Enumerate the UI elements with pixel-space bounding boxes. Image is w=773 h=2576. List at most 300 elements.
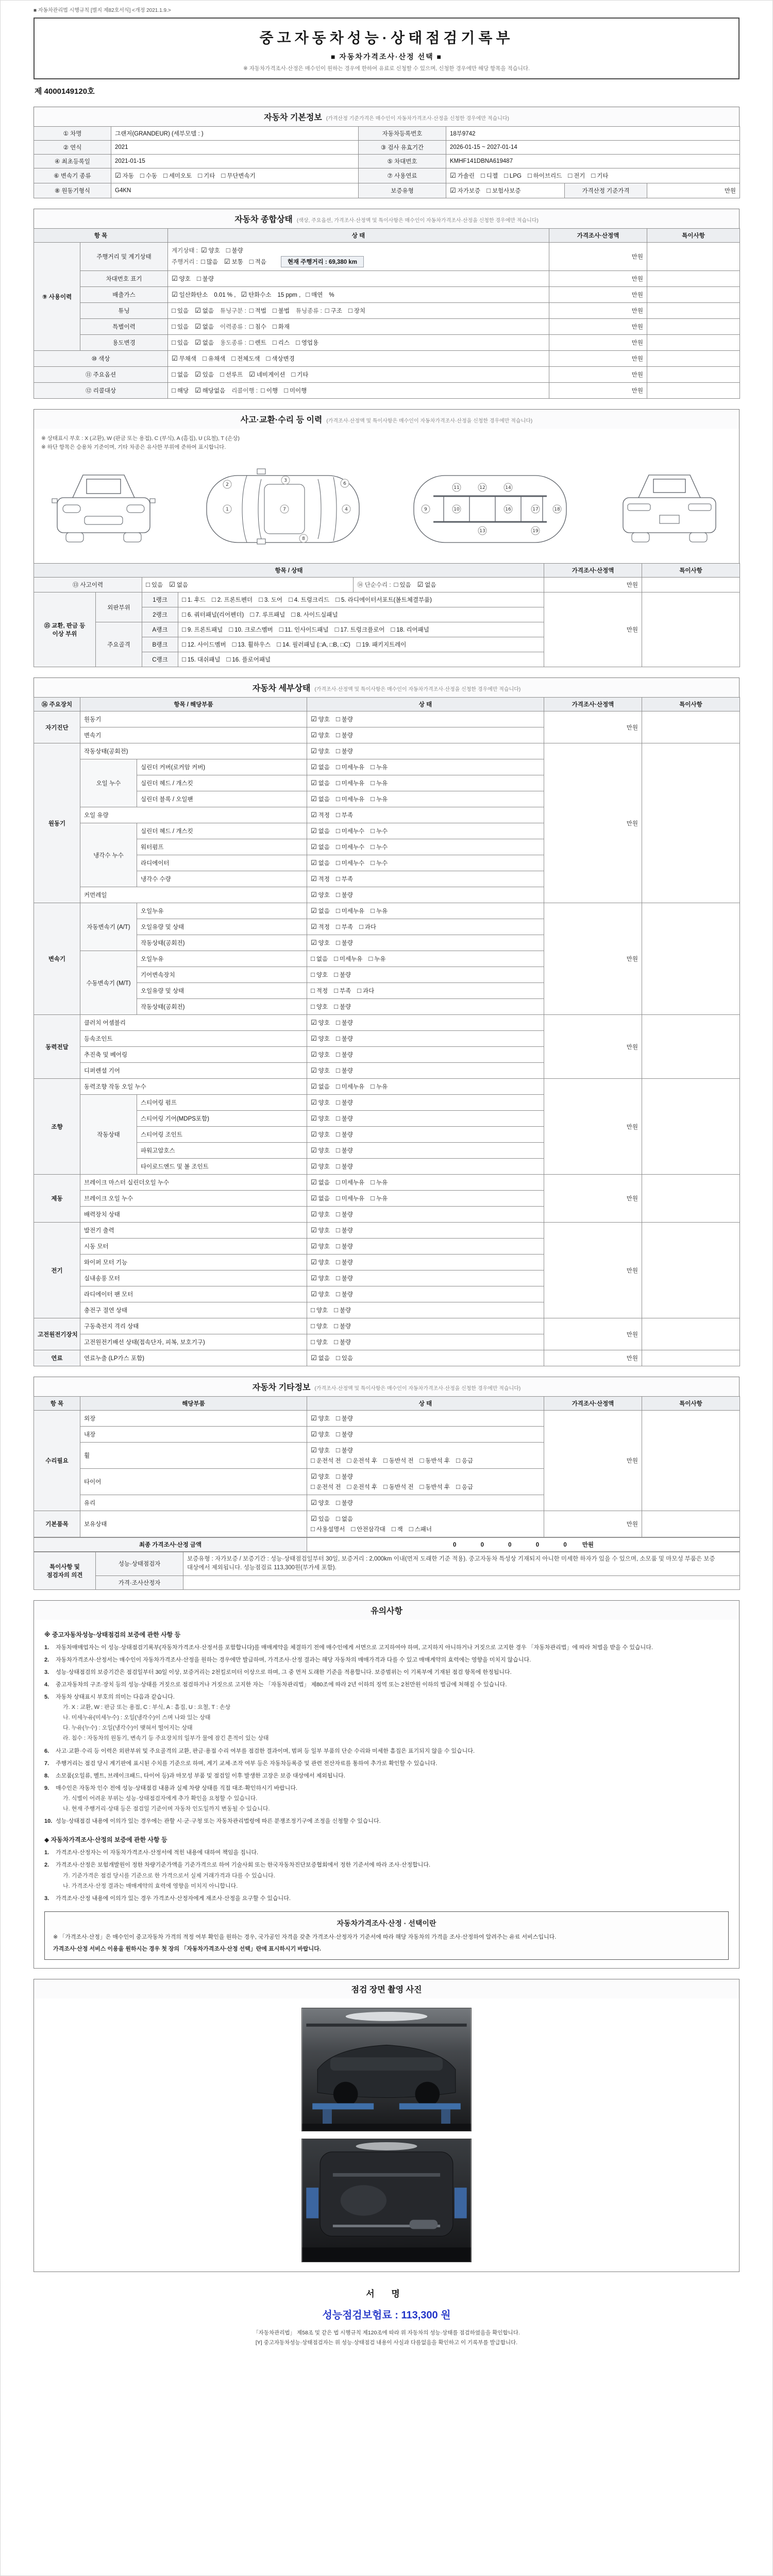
checkbox-불량[interactable]: □ 불량 — [335, 1472, 353, 1480]
checkbox-불량[interactable]: □ 불량 — [335, 1210, 353, 1218]
checkbox-icon: ☑ — [311, 1242, 317, 1250]
checkbox-양호[interactable]: ☑ 양호 — [311, 1162, 330, 1170]
checkbox-불량[interactable]: □ 불량 — [335, 1430, 353, 1438]
checkbox-구조[interactable]: □ 구조 — [325, 307, 342, 314]
checkbox-불량[interactable]: □ 불량 — [334, 1322, 351, 1330]
checkbox-양호[interactable]: □ 양호 — [311, 1338, 328, 1346]
checkbox-icon: □ — [335, 1472, 340, 1480]
checkbox-양호[interactable]: ☑ 양호 — [311, 731, 330, 739]
checkbox-불량[interactable]: □ 불량 — [335, 1258, 353, 1266]
checkbox-16. 플로어패널[interactable]: □ 16. 플로어패널 — [226, 655, 271, 663]
device-group-label: 전기 — [34, 1223, 80, 1318]
checkbox-불량[interactable]: □ 불량 — [335, 1035, 353, 1042]
checkbox-없음[interactable]: ☑ 없음 — [311, 1178, 330, 1186]
checkbox-기타[interactable]: □ 기타 — [591, 172, 609, 179]
checkbox-불량[interactable]: □ 불량 — [335, 939, 353, 946]
checkbox-양호[interactable]: ☑ 양호 — [311, 1114, 330, 1122]
checkbox-스패너[interactable]: □ 스패너 — [409, 1525, 432, 1533]
part-label: 휠 — [80, 1443, 307, 1469]
checkbox-양호[interactable]: ☑ 양호 — [311, 939, 330, 946]
checkbox-양호[interactable]: ☑ 양호 — [311, 1130, 330, 1138]
notice-item: 9. 매수인은 자동차 인수 전에 성능·상태점검 내용과 실제 차량 상태를 직접 대조·확인하시기 바랍니다. 가. 식별이 어려운 부위는 성능·상태점검자에게 추가 확인을 요청할 수 있습니다. 나. 현재 주행거리·상태 등은 점검일 기준이며 자동차 인도일까지 변동될 수 있습니다. — [44, 1784, 729, 1814]
checkbox-icon: □ — [368, 955, 373, 962]
checkbox-불량[interactable]: □ 불량 — [334, 1306, 351, 1314]
checkbox-양호[interactable]: ☑ 양호 — [172, 275, 191, 282]
checkbox-양호[interactable]: □ 양호 — [311, 971, 328, 978]
checkbox-양호[interactable]: ☑ 양호 — [311, 1430, 330, 1438]
opinion-text: 보증유형 : 자가보증 / 보증기간 : 성능·상태점검일부터 30일, 보증거리 : 2,000km 이내(먼저 도래한 기준 적용). 중고자동차 특성상 기재되지 아니한 미세한 하자가 있을 수 있으며, 소모품 및 마모성 부품은 보증 대상에서 제외됩니다. 성능점검료 113,300원(부가세 포함). — [183, 1552, 740, 1576]
checkbox-응급[interactable]: □ 응급 — [456, 1483, 474, 1490]
checkbox-없음[interactable]: ☑ 없음 — [311, 1194, 330, 1202]
field-value: KMHF141DBNA619487 — [446, 155, 740, 168]
checkbox-LPG[interactable]: □ LPG — [504, 172, 522, 179]
checkbox-없음[interactable]: ☑ 없음 — [311, 1082, 330, 1090]
checkbox-있음[interactable]: ☑ 있음 — [311, 1515, 330, 1522]
checkbox-동반석 전[interactable]: □ 동반석 전 — [383, 1456, 414, 1464]
checkbox-15. 대쉬패널[interactable]: □ 15. 대쉬패널 — [182, 655, 221, 663]
table-row — [34, 335, 740, 351]
status-cell — [307, 967, 544, 983]
checkbox-양호[interactable]: ☑ 양호 — [311, 1210, 330, 1218]
checkbox-불량[interactable]: □ 불량 — [335, 1050, 353, 1058]
checkbox-동반석 후[interactable]: □ 동반석 후 — [419, 1456, 450, 1464]
checkbox-양호[interactable]: ☑ 양호 — [311, 1019, 330, 1026]
checkbox-선루프[interactable]: □ 선루프 — [220, 370, 243, 378]
checkbox-전체도색[interactable]: □ 전체도색 — [231, 354, 260, 362]
checkbox-양호[interactable]: ☑ 양호 — [311, 747, 330, 755]
checkbox-세미오토[interactable]: □ 세미오토 — [163, 172, 192, 179]
checkbox-양호[interactable]: ☑ 양호 — [311, 1050, 330, 1058]
checkbox-양호[interactable]: ☑ 양호 — [311, 1446, 330, 1454]
checkbox-매연[interactable]: □ 매연 — [306, 291, 323, 298]
checkbox-있음[interactable]: □ 있음 — [172, 338, 189, 346]
checkbox-있음[interactable]: □ 있음 — [394, 581, 411, 588]
checkbox-양호[interactable]: ☑ 양호 — [311, 1472, 330, 1480]
part-label: 충전구 절연 상태 — [80, 1302, 307, 1318]
checkbox-없음[interactable]: ☑ 없음 — [311, 907, 330, 914]
checkbox-안전삼각대[interactable]: □ 안전삼각대 — [351, 1525, 385, 1533]
checkbox-보험사보증[interactable]: □ 보험사보증 — [486, 187, 521, 194]
status-cell — [307, 1063, 544, 1079]
checkbox-1. 후드[interactable]: □ 1. 후드 — [182, 596, 206, 603]
checkbox-양호[interactable]: ☑ 양호 — [311, 1290, 330, 1298]
checkbox-불량[interactable]: □ 불량 — [334, 971, 351, 978]
device-group-label: 조향 — [34, 1079, 80, 1175]
checkbox-icon: □ — [383, 1483, 388, 1490]
part-label: 기어변속장치 — [137, 967, 307, 983]
checkbox-불량[interactable]: □ 불량 — [335, 1274, 353, 1282]
section-basic-info — [33, 107, 740, 198]
part-label: 스티어링 기어(MDPS포함) — [137, 1111, 307, 1127]
checkbox-17. 트렁크플로어[interactable]: □ 17. 트렁크플로어 — [334, 625, 385, 633]
part-label: 커먼레일 — [80, 887, 307, 903]
checkbox-icon: □ — [334, 1338, 338, 1346]
checkbox-icon: □ — [371, 827, 375, 835]
checkbox-icon: ☑ — [311, 1290, 317, 1298]
checkbox-미세누유[interactable]: □ 미세누유 — [334, 955, 363, 962]
item-label: 특별이력 — [80, 319, 168, 335]
checkbox-icon: □ — [371, 795, 375, 803]
checkbox-icon: ☑ — [195, 338, 201, 346]
checkbox-3. 도어[interactable]: □ 3. 도어 — [259, 596, 282, 603]
checkbox-불량[interactable]: □ 불량 — [335, 747, 353, 755]
checkbox-14. 필러패널 (□A, □B, □C)[interactable]: □ 14. 필러패널 (□A, □B, □C) — [277, 640, 350, 648]
checkbox-부족[interactable]: □ 부족 — [335, 923, 353, 930]
checkbox-불량[interactable]: □ 불량 — [335, 1242, 353, 1250]
checkbox-icon: ☑ — [311, 1472, 317, 1480]
checkbox-불량[interactable]: □ 불량 — [335, 1066, 353, 1074]
status-cell — [307, 1334, 544, 1350]
checkbox-미세누수[interactable]: □ 미세누수 — [335, 827, 365, 835]
item-label: ⑪ 주요옵션 — [34, 367, 168, 383]
checkbox-양호[interactable]: ☑ 양호 — [311, 1414, 330, 1422]
checkbox-장치[interactable]: □ 장치 — [348, 307, 365, 314]
checkbox-icon: □ — [311, 1306, 315, 1314]
table-row — [34, 1015, 740, 1031]
inspection-photo-rear-underbody — [301, 2139, 472, 2262]
status-cell — [307, 1511, 544, 1537]
checkbox-불량[interactable]: □ 불량 — [335, 1162, 353, 1170]
price-cell: 만원 — [544, 1175, 642, 1223]
checkbox-양호[interactable]: ☑ 양호 — [311, 1066, 330, 1074]
table-row — [34, 367, 740, 383]
checkbox-icon: □ — [335, 1114, 340, 1122]
checkbox-없음[interactable]: □ 없음 — [311, 955, 328, 962]
notices-heading: ※ 중고자동차성능·상태점검의 보증에 관한 사항 등 — [44, 1631, 181, 1638]
checkbox-운전석 전[interactable]: □ 운전석 전 — [311, 1483, 341, 1490]
checkbox-응급[interactable]: □ 응급 — [456, 1456, 474, 1464]
checkbox-양호[interactable]: ☑ 양호 — [311, 1226, 330, 1234]
checkbox-적정[interactable]: ☑ 적정 — [311, 923, 330, 930]
checkbox-없음[interactable]: ☑ 없음 — [311, 779, 330, 787]
checkbox-icon: ☑ — [195, 307, 201, 314]
checkbox-수동[interactable]: □ 수동 — [140, 172, 157, 179]
checkbox-icon: □ — [371, 763, 375, 771]
checkbox-해당없음[interactable]: ☑ 해당없음 — [195, 386, 226, 394]
checkbox-미세누유[interactable]: □ 미세누유 — [335, 795, 365, 803]
checkbox-불량[interactable]: □ 불량 — [335, 1446, 353, 1454]
checkbox-icon: ☑ — [311, 1446, 317, 1454]
section-title-etc: 자동차 기타정보 — [252, 1383, 311, 1392]
checkbox-불법[interactable]: □ 불법 — [272, 307, 290, 314]
checkbox-11. 인사이드패널[interactable]: □ 11. 인사이드패널 — [279, 625, 329, 633]
checkbox-과다[interactable]: □ 과다 — [357, 987, 375, 994]
checkbox-침수[interactable]: □ 침수 — [249, 323, 266, 330]
checkbox-icon: ☑ — [311, 1178, 317, 1186]
checkbox-양호[interactable]: ☑ 양호 — [311, 1242, 330, 1250]
checkbox-자가보증[interactable]: ☑ 자가보증 — [450, 187, 481, 194]
checkbox-누수[interactable]: □ 누수 — [371, 859, 388, 867]
checkbox-없음[interactable]: ☑ 없음 — [311, 1354, 330, 1362]
checkbox-7. 루프패널[interactable]: □ 7. 루프패널 — [250, 611, 285, 618]
checkbox-19. 패키지트레이[interactable]: □ 19. 패키지트레이 — [356, 640, 407, 648]
checkbox-있음[interactable]: □ 있음 — [172, 307, 189, 314]
inspection-photo-front-underbody — [301, 2008, 472, 2131]
checkbox-영업용[interactable]: □ 영업용 — [295, 338, 319, 346]
checkbox-icon: □ — [250, 611, 255, 618]
checkbox-icon: □ — [311, 1322, 315, 1330]
checkbox-적음[interactable]: □ 적음 — [249, 258, 266, 265]
checkbox-icon: □ — [335, 1210, 340, 1218]
status-cell — [307, 1469, 544, 1495]
checkbox-icon: ☑ — [195, 386, 201, 394]
checkbox-없음[interactable]: ☑ 없음 — [311, 827, 330, 835]
checkbox-5. 라디에이터서포트(볼트체결부품)[interactable]: □ 5. 라디에이터서포트(볼트체결부품) — [335, 596, 432, 603]
checkbox-icon: □ — [334, 625, 339, 633]
field-label: ⑦ 사용연료 — [359, 168, 446, 183]
checkbox-icon: ☑ — [311, 1354, 317, 1362]
part-label: 타이로드엔드 및 볼 조인트 — [137, 1159, 307, 1175]
checkbox-누유[interactable]: □ 누유 — [371, 1178, 388, 1186]
checkbox-없음[interactable]: ☑ 없음 — [195, 307, 214, 314]
checkbox-적정[interactable]: □ 적정 — [311, 987, 328, 994]
checkbox-불량[interactable]: □ 불량 — [335, 1414, 353, 1422]
checkbox-있음[interactable]: □ 있음 — [146, 581, 163, 588]
price-cell: 만원 — [544, 1411, 642, 1511]
checkbox-양호[interactable]: ☑ 양호 — [311, 1035, 330, 1042]
status-cell — [307, 1175, 544, 1191]
item-label: 튜닝 — [80, 303, 168, 319]
price-survey-info-emphasis: 가격조사·산정 서비스 이용을 원하시는 경우 첫 장의 「자동차가격조사·산정 선택」란에 표시하시기 바랍니다. — [53, 1945, 321, 1952]
checkbox-색상변경[interactable]: □ 색상변경 — [266, 354, 295, 362]
checkbox-부족[interactable]: □ 부족 — [335, 875, 353, 883]
checkbox-누유[interactable]: □ 누유 — [368, 955, 386, 962]
checkbox-13. 휠하우스[interactable]: □ 13. 휠하우스 — [232, 640, 271, 648]
item-label: 용도변경 — [80, 335, 168, 351]
item-label: 배출가스 — [80, 287, 168, 303]
price-cell: 만원 — [544, 1318, 642, 1350]
checkbox-불량[interactable]: □ 불량 — [335, 1499, 353, 1506]
checkbox-불량[interactable]: □ 불량 — [226, 246, 243, 254]
checkbox-미세누수[interactable]: □ 미세누수 — [335, 859, 365, 867]
checkbox-있음[interactable]: ☑ 있음 — [195, 370, 214, 378]
checkbox-하이브리드[interactable]: □ 하이브리드 — [527, 172, 562, 179]
checkbox-운전석 전[interactable]: □ 운전석 전 — [311, 1456, 341, 1464]
checkbox-icon: □ — [391, 625, 395, 633]
checkbox-화재[interactable]: □ 화재 — [272, 323, 290, 330]
checkbox-적정[interactable]: ☑ 적정 — [311, 875, 330, 883]
status-cell — [307, 759, 544, 775]
checkbox-10. 크로스멤버[interactable]: □ 10. 크로스멤버 — [229, 625, 273, 633]
notice-subitem: 다. 누유(누수) : 오일(냉각수)이 맺혀서 떨어지는 상태 — [63, 1725, 193, 1732]
section-title-accident: 사고·교환·수리 등 이력 — [240, 416, 323, 425]
checkbox-미세누유[interactable]: □ 미세누유 — [335, 907, 365, 914]
checkbox-없음[interactable]: ☑ 없음 — [195, 338, 214, 346]
status-cell — [168, 303, 549, 319]
checkbox-적정[interactable]: ☑ 적정 — [311, 811, 330, 819]
checkbox-icon: ☑ — [311, 1035, 317, 1042]
checkbox-동반석 후[interactable]: □ 동반석 후 — [419, 1483, 450, 1490]
checkbox-icon: □ — [335, 1146, 340, 1154]
checkbox-누수[interactable]: □ 누수 — [371, 843, 388, 851]
checkbox-미세누유[interactable]: □ 미세누유 — [335, 1082, 365, 1090]
checkbox-기타[interactable]: □ 기타 — [198, 172, 215, 179]
checkbox-이행[interactable]: □ 이행 — [261, 386, 278, 394]
checkbox-많음[interactable]: □ 많음 — [200, 258, 218, 265]
checkbox-미세누수[interactable]: □ 미세누수 — [335, 843, 365, 851]
part-label: 실린더 커버(로커암 커버) — [137, 759, 307, 775]
checkbox-디젤[interactable]: □ 디젤 — [480, 172, 498, 179]
checkbox-과다[interactable]: □ 과다 — [359, 923, 377, 930]
table-row — [34, 1552, 740, 1576]
checkbox-불량[interactable]: □ 불량 — [335, 715, 353, 723]
checkbox-icon: □ — [335, 859, 340, 867]
checkbox-누유[interactable]: □ 누유 — [371, 1082, 388, 1090]
checkbox-가솔린[interactable]: ☑ 가솔린 — [450, 172, 475, 179]
checkbox-렌트[interactable]: □ 렌트 — [249, 338, 266, 346]
checkbox-9. 프론트패널[interactable]: □ 9. 프론트패널 — [182, 625, 223, 633]
table-header-row: 항 목 해당부품 상 태 가격조사·산정액 특이사항 — [34, 1397, 740, 1411]
checkbox-잭[interactable]: □ 잭 — [391, 1525, 403, 1533]
checkbox-없음[interactable]: ☑ 없음 — [311, 763, 330, 771]
checkbox-8. 사이드실패널[interactable]: □ 8. 사이드실패널 — [291, 611, 338, 618]
field-value: 2021 — [111, 141, 359, 155]
checkbox-icon: □ — [335, 891, 340, 899]
table-row — [34, 1511, 740, 1537]
checkbox-양호[interactable]: □ 양호 — [311, 1306, 328, 1314]
checkbox-양호[interactable]: ☑ 양호 — [311, 1258, 330, 1266]
checkbox-불량[interactable]: □ 불량 — [335, 1146, 353, 1154]
checkbox-보통[interactable]: ☑ 보통 — [224, 258, 243, 265]
checkbox-icon: □ — [249, 307, 254, 314]
checkbox-기타[interactable]: □ 기타 — [291, 370, 309, 378]
final-price-label: 최종 가격조사·산정 금액 — [34, 1538, 307, 1552]
checkbox-12. 사이드멤버[interactable]: □ 12. 사이드멤버 — [182, 640, 226, 648]
checkbox-불량[interactable]: □ 불량 — [334, 1003, 351, 1010]
exchange-repair-group-label: ⑮ 교환, 판금 등 이상 부위 — [34, 592, 96, 667]
checkbox-적법[interactable]: □ 적법 — [249, 307, 266, 314]
checkbox-미세누유[interactable]: □ 미세누유 — [335, 1178, 365, 1186]
checkbox-양호[interactable]: □ 양호 — [311, 1003, 328, 1010]
checkbox-부족[interactable]: □ 부족 — [335, 811, 353, 819]
checkbox-불량[interactable]: □ 불량 — [335, 1290, 353, 1298]
checkbox-운전석 후[interactable]: □ 운전석 후 — [347, 1483, 377, 1490]
part-label: 배력장치 상태 — [80, 1207, 307, 1223]
checkbox-양호[interactable]: ☑ 양호 — [311, 891, 330, 899]
checkbox-양호[interactable]: ☑ 양호 — [311, 1499, 330, 1506]
checkbox-6. 쿼터패널(리어펜더)[interactable]: □ 6. 쿼터패널(리어펜더) — [182, 611, 244, 618]
checkbox-icon: □ — [371, 1194, 375, 1202]
status-cell — [142, 578, 354, 592]
price-cell: 만원 — [544, 592, 642, 667]
checkbox-icon: □ — [394, 581, 398, 588]
checkbox-양호[interactable]: ☑ 양호 — [311, 1274, 330, 1282]
checkbox-양호[interactable]: ☑ 양호 — [311, 1098, 330, 1106]
checkbox-icon: □ — [371, 907, 375, 914]
checkbox-2. 프론트펜더[interactable]: □ 2. 프론트펜더 — [211, 596, 253, 603]
checkbox-icon: □ — [371, 843, 375, 851]
checkbox-없음[interactable]: □ 없음 — [172, 370, 189, 378]
checkbox-무채색[interactable]: ☑ 무채색 — [172, 354, 196, 362]
checkbox-icon: □ — [335, 1430, 340, 1438]
checkbox-누유[interactable]: □ 누유 — [371, 763, 388, 771]
checkbox-누수[interactable]: □ 누수 — [371, 827, 388, 835]
checkbox-미세누유[interactable]: □ 미세누유 — [335, 763, 365, 771]
checkbox-icon: □ — [311, 1456, 315, 1464]
price-survey-info-body: ※ 「가격조사·산정」은 매수인이 중고자동차 가격의 적정 여부 확인을 원하는 경우, 국가공인 자격을 갖춘 가격조사·산정자가 기준서에 따라 해당 자동차의 가격을 조사·산정하여 알려주는 유료 서비스입니다. — [53, 1934, 557, 1941]
status-cell — [307, 823, 544, 839]
checkbox-누유[interactable]: □ 누유 — [371, 779, 388, 787]
checkbox-불량[interactable]: □ 불량 — [334, 1338, 351, 1346]
checkbox-양호[interactable]: □ 양호 — [311, 1322, 328, 1330]
checkbox-탄화수소[interactable]: ☑ 탄화수소 — [241, 291, 272, 298]
checkbox-불량[interactable]: □ 불량 — [335, 731, 353, 739]
checkbox-무단변속기[interactable]: □ 무단변속기 — [221, 172, 256, 179]
checkbox-운전석 후[interactable]: □ 운전석 후 — [347, 1456, 377, 1464]
checkbox-있음[interactable]: □ 있음 — [172, 323, 189, 330]
checkbox-미세누유[interactable]: □ 미세누유 — [335, 779, 365, 787]
checkbox-icon: ☑ — [311, 843, 317, 851]
checkbox-불량[interactable]: □ 불량 — [196, 275, 214, 282]
notice-subitem: 라. 침수 : 자동차의 원동기, 변속기 등 주요장치의 일부가 물에 잠긴 흔적이 있는 상태 — [63, 1735, 269, 1742]
checkbox-동반석 전[interactable]: □ 동반석 전 — [383, 1483, 414, 1490]
checkbox-icon: □ — [409, 1525, 413, 1533]
checkbox-있음[interactable]: □ 있음 — [335, 1354, 353, 1362]
status-cell — [307, 1318, 544, 1334]
inspector-opinion-table — [33, 1552, 740, 1590]
checkbox-미세누유[interactable]: □ 미세누유 — [335, 1194, 365, 1202]
checkbox-부족[interactable]: □ 부족 — [334, 987, 351, 994]
status-cell — [307, 1207, 544, 1223]
checkbox-icon: □ — [335, 1162, 340, 1170]
checkbox-네비게이션[interactable]: ☑ 네비게이션 — [249, 370, 285, 378]
status-cell — [307, 1255, 544, 1270]
checkbox-icon: ☑ — [311, 1162, 317, 1170]
notice-item: 2. 자동차가격조사·산정서는 매수인이 자동차가격조사·산정을 원하는 경우에만 발급하며, 가격조사·산정 결과는 해당 자동차의 매매가격과 다를 수 있고 매매계약의 효력에는 영향을 미치지 않습니다. — [44, 1657, 531, 1664]
checkbox-불량[interactable]: □ 불량 — [335, 1114, 353, 1122]
notes-cell — [647, 319, 740, 335]
checkbox-icon: □ — [311, 955, 315, 962]
checkbox-양호[interactable]: ☑ 양호 — [311, 1146, 330, 1154]
checkbox-없음[interactable]: ☑ 없음 — [169, 581, 188, 588]
checkbox-4. 트렁크리드[interactable]: □ 4. 트렁크리드 — [288, 596, 330, 603]
checkbox-icon: □ — [182, 655, 186, 663]
checkbox-해당[interactable]: □ 해당 — [172, 386, 189, 394]
checkbox-없음[interactable]: ☑ 없음 — [311, 795, 330, 803]
checkbox-유채색[interactable]: □ 유채색 — [203, 354, 226, 362]
checkbox-전기[interactable]: □ 전기 — [568, 172, 585, 179]
checkbox-리스[interactable]: □ 리스 — [272, 338, 290, 346]
opinion-group-label: 특이사항 및 점검자의 의견 — [34, 1552, 96, 1590]
checkbox-없음[interactable]: □ 없음 — [335, 1515, 353, 1522]
checkbox-자동[interactable]: ☑ 자동 — [115, 172, 134, 179]
checkbox-양호[interactable]: ☑ 양호 — [200, 246, 220, 254]
checkbox-누유[interactable]: □ 누유 — [371, 1194, 388, 1202]
checkbox-18. 리어패널[interactable]: □ 18. 리어패널 — [391, 625, 429, 633]
checkbox-누유[interactable]: □ 누유 — [371, 907, 388, 914]
checkbox-없음[interactable]: ☑ 없음 — [311, 859, 330, 867]
checkbox-일산화탄소[interactable]: ☑ 일산화탄소 — [172, 291, 208, 298]
checkbox-미이행[interactable]: □ 미이행 — [284, 386, 307, 394]
notes-cell — [642, 1015, 740, 1079]
checkbox-양호[interactable]: ☑ 양호 — [311, 715, 330, 723]
signature-statement-2: [Y] 중고자동차성능·상태점검자는 위 성능·상태점검 내용이 사실과 다름없음을 확인하고 이 기록부를 발급합니다. — [255, 2340, 518, 2346]
checkbox-불량[interactable]: □ 불량 — [335, 1019, 353, 1026]
svg-text:18: 18 — [554, 507, 561, 512]
table-header-row: 항 목 상 태 가격조사·산정액 특이사항 — [34, 229, 740, 243]
table-row — [34, 711, 740, 727]
checkbox-사용설명서[interactable]: □ 사용설명서 — [311, 1525, 345, 1533]
checkbox-불량[interactable]: □ 불량 — [335, 891, 353, 899]
price-cell: 만원 — [544, 1223, 642, 1318]
checkbox-불량[interactable]: □ 불량 — [335, 1130, 353, 1138]
checkbox-없음[interactable]: ☑ 없음 — [195, 323, 214, 330]
checkbox-불량[interactable]: □ 불량 — [335, 1226, 353, 1234]
checkbox-누유[interactable]: □ 누유 — [371, 795, 388, 803]
checkbox-없음[interactable]: ☑ 없음 — [417, 581, 436, 588]
checkbox-없음[interactable]: ☑ 없음 — [311, 843, 330, 851]
checkbox-불량[interactable]: □ 불량 — [335, 1098, 353, 1106]
